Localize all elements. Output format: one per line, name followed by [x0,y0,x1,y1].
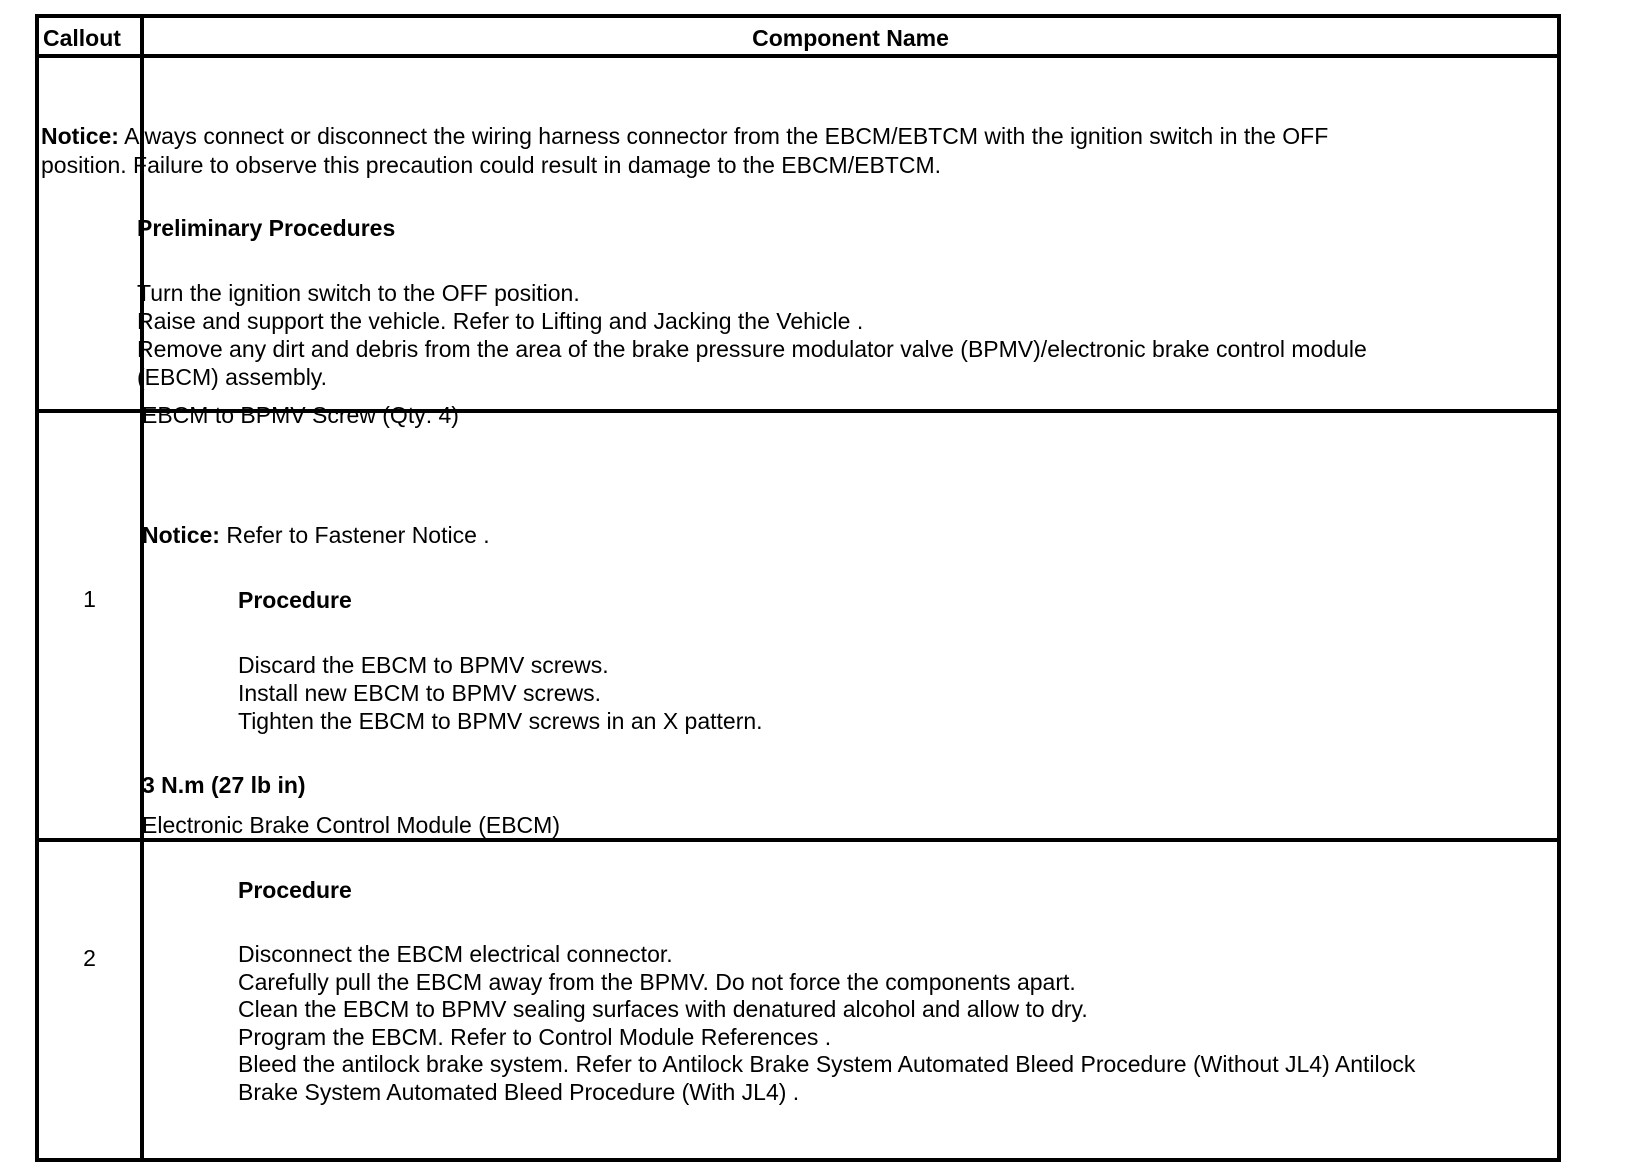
row1-procedure-heading: Procedure [238,587,352,613]
intro-notice-label: Notice: [41,123,119,149]
prelim-step: Raise and support the vehicle. Refer to Lifting and Jacking the Vehicle . [137,308,864,334]
row2-step: Bleed the antilock brake system. Refer to Antilock Brake System Automated Bleed Procedure (Without JL4) Antilock [238,1051,1416,1078]
intro-notice-text-1: Always connect or disconnect the wiring harness connector from the EBCM/EBTCM with the ignition switch in the OFF [118,123,1329,149]
row1-step: Install new EBCM to BPMV screws. [238,680,601,706]
row2-step: Carefully pull the EBCM away from the BPMV. Do not force the components apart. [238,968,1076,995]
prelim-step: Turn the ignition switch to the OFF position. [137,280,580,306]
procedure-table [35,14,1561,1162]
prelim-step: (EBCM) assembly. [137,364,327,390]
prelim-step: Remove any dirt and debris from the area of the brake pressure modulator valve (BPMV)/electronic brake control module [137,336,1367,362]
header-component-name: Component Name [752,25,949,51]
header-divider [39,54,1557,58]
row2-step: Brake System Automated Bleed Procedure (With JL4) . [238,1078,800,1105]
row2-procedure-heading: Procedure [238,877,352,903]
row1-steps [238,651,763,735]
callout-number-2: 2 [83,945,96,971]
row1-step: Discard the EBCM to BPMV screws. [238,652,609,678]
row2-steps [238,941,1415,1107]
row1-notice-label: Notice: [142,522,220,548]
row2-step: Program the EBCM. Refer to Control Module References . [238,1023,832,1050]
intro-notice-text-2: position. Failure to observe this precaution could result in damage to the EBCM/EBTCM. [41,152,941,178]
row1-notice [142,521,490,550]
row2-title: Electronic Brake Control Module (EBCM) [142,812,560,838]
prelim-heading: Preliminary Procedures [137,215,396,241]
row1-torque: 3 N.m (27 lb in) [142,772,306,798]
header-callout: Callout [43,25,121,51]
row1-title: EBCM to BPMV Screw (Qty: 4) [142,402,459,428]
row2-step: Disconnect the EBCM electrical connector. [238,941,673,967]
row1-notice-text: Refer to Fastener Notice . [219,522,490,548]
prelim-steps [137,279,1367,391]
intro-notice [41,122,1328,180]
row1-step: Tighten the EBCM to BPMV screws in an X pattern. [238,708,763,734]
column-divider [140,18,144,1158]
callout-number-1: 1 [83,586,96,612]
row2-step: Clean the EBCM to BPMV sealing surfaces with denatured alcohol and allow to dry. [238,996,1088,1023]
